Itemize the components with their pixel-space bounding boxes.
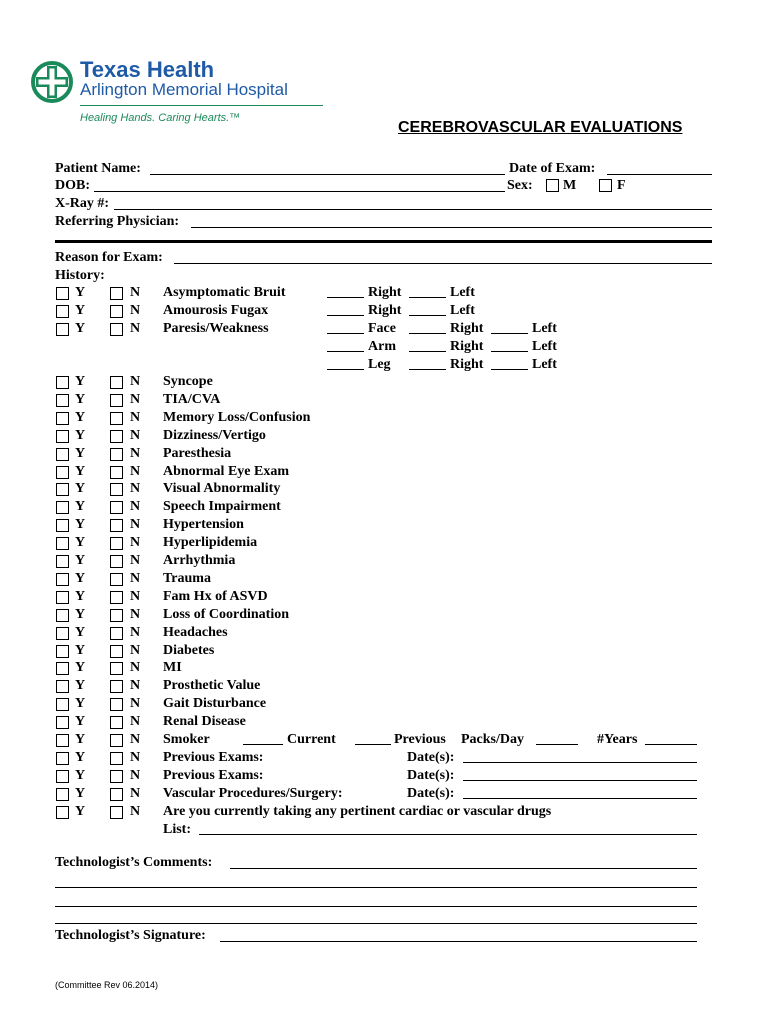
history-item-label: Headaches xyxy=(163,624,228,640)
no-checkbox[interactable] xyxy=(110,573,123,586)
texas-health-cross-icon xyxy=(30,60,74,104)
history-item-label: TIA/CVA xyxy=(163,391,221,407)
drugs-list-label: List: xyxy=(163,821,191,837)
no-checkbox[interactable] xyxy=(110,430,123,443)
yes-checkbox[interactable] xyxy=(56,323,69,336)
xray-field[interactable] xyxy=(114,209,712,210)
no-label: N xyxy=(130,302,141,318)
history-item-label: Amourosis Fugax xyxy=(163,302,269,318)
years-field[interactable] xyxy=(645,744,697,745)
yes-checkbox[interactable] xyxy=(56,716,69,729)
no-label: N xyxy=(130,624,141,640)
no-checkbox[interactable] xyxy=(110,716,123,729)
yes-label: Y xyxy=(75,481,86,497)
yes-checkbox[interactable] xyxy=(56,537,69,550)
no-label: N xyxy=(130,732,141,747)
yes-label: Y xyxy=(75,606,86,622)
no-label: N xyxy=(130,409,141,425)
yes-checkbox[interactable] xyxy=(56,448,69,461)
brand-subtitle: Arlington Memorial Hospital xyxy=(80,80,288,99)
dob-label: DOB: xyxy=(55,178,90,193)
previous-exams-label: Previous Exams: xyxy=(163,749,264,765)
detail-blank[interactable] xyxy=(409,333,446,334)
referring-physician-label: Referring Physician: xyxy=(55,214,180,229)
yes-label: Y xyxy=(75,285,86,300)
yes-label: Y xyxy=(75,749,86,765)
no-checkbox[interactable] xyxy=(110,287,123,300)
history-item-label: Visual Abnormality xyxy=(163,481,281,497)
yes-label: Y xyxy=(75,785,86,801)
history-item-label: Syncope xyxy=(163,374,213,389)
yes-label: Y xyxy=(75,714,86,730)
history-item-label: Diabetes xyxy=(163,642,215,658)
section-divider xyxy=(55,240,712,243)
yes-checkbox[interactable] xyxy=(56,287,69,300)
yes-checkbox[interactable] xyxy=(56,609,69,622)
detail-blank[interactable] xyxy=(491,351,528,352)
history-item-label: Hypertension xyxy=(163,517,244,533)
no-label: N xyxy=(130,749,141,765)
detail-label: Left xyxy=(532,356,557,372)
no-checkbox[interactable] xyxy=(110,412,123,425)
detail-label: Arm xyxy=(368,338,396,354)
no-label: N xyxy=(130,535,141,551)
history-item-label: MI xyxy=(163,660,182,676)
no-checkbox[interactable] xyxy=(110,770,123,783)
yes-label: Y xyxy=(75,678,86,694)
yes-label: Y xyxy=(75,570,86,586)
detail-label: Right xyxy=(450,338,484,354)
no-checkbox[interactable] xyxy=(110,466,123,479)
technologist-signature-label: Technologist’s Signature: xyxy=(55,928,206,943)
packs-per-day-field[interactable] xyxy=(536,744,578,745)
yes-checkbox[interactable] xyxy=(56,752,69,765)
xray-label: X-Ray #: xyxy=(55,196,110,211)
no-label: N xyxy=(130,570,141,586)
no-label: N xyxy=(130,606,141,622)
no-checkbox[interactable] xyxy=(110,448,123,461)
history-item-label: Asymptomatic Bruit xyxy=(163,285,286,300)
previous-exams-label: Previous Exams: xyxy=(163,767,264,783)
no-checkbox[interactable] xyxy=(110,806,123,819)
yes-checkbox[interactable] xyxy=(56,734,69,747)
detail-label: Left xyxy=(450,285,475,300)
yes-label: Y xyxy=(75,499,86,515)
yes-checkbox[interactable] xyxy=(56,662,69,675)
drugs-list-field[interactable] xyxy=(199,834,697,835)
no-checkbox[interactable] xyxy=(110,483,123,496)
dates-label: Date(s): xyxy=(407,767,455,783)
no-label: N xyxy=(130,499,141,515)
vascular-procedures-label: Vascular Procedures/Surgery: xyxy=(163,785,343,801)
no-checkbox[interactable] xyxy=(110,752,123,765)
technologist-comments-line-4[interactable] xyxy=(55,923,697,924)
date-of-exam-label: Date of Exam: xyxy=(509,161,596,176)
history-item-label: Fam Hx of ASVD xyxy=(163,588,268,604)
detail-blank[interactable] xyxy=(327,351,364,352)
packs-per-day-label: Packs/Day xyxy=(461,732,524,747)
no-checkbox[interactable] xyxy=(110,609,123,622)
yes-checkbox[interactable] xyxy=(56,555,69,568)
smoker-label: Smoker xyxy=(163,732,210,747)
no-checkbox[interactable] xyxy=(110,501,123,514)
yes-label: Y xyxy=(75,624,86,640)
history-item-label: Renal Disease xyxy=(163,714,246,730)
smoker-previous-label: Previous xyxy=(394,732,446,747)
history-item-label: Memory Loss/Confusion xyxy=(163,409,311,425)
detail-blank[interactable] xyxy=(327,369,364,370)
no-checkbox[interactable] xyxy=(110,680,123,693)
yes-checkbox[interactable] xyxy=(56,466,69,479)
yes-label: Y xyxy=(75,660,86,676)
yes-checkbox[interactable] xyxy=(56,788,69,801)
yes-checkbox[interactable] xyxy=(56,573,69,586)
history-item-label: Gait Disturbance xyxy=(163,696,267,712)
detail-label: Left xyxy=(450,302,475,318)
yes-checkbox[interactable] xyxy=(56,627,69,640)
reason-label: Reason for Exam: xyxy=(55,250,163,265)
no-checkbox[interactable] xyxy=(110,305,123,318)
detail-label: Left xyxy=(532,320,557,336)
patient-name-label: Patient Name: xyxy=(55,161,141,176)
sex-label: Sex: xyxy=(507,178,533,193)
yes-checkbox[interactable] xyxy=(56,645,69,658)
yes-checkbox[interactable] xyxy=(56,430,69,443)
history-item-label: Abnormal Eye Exam xyxy=(163,463,289,479)
no-checkbox[interactable] xyxy=(110,627,123,640)
yes-checkbox[interactable] xyxy=(56,770,69,783)
logo-divider xyxy=(80,105,323,106)
no-label: N xyxy=(130,445,141,461)
date-of-exam-field[interactable] xyxy=(607,174,712,175)
history-item-label: Dizziness/Vertigo xyxy=(163,427,266,443)
yes-checkbox[interactable] xyxy=(56,698,69,711)
page-title: CEREBROVASCULAR EVALUATIONS xyxy=(398,119,683,136)
detail-label: Right xyxy=(368,302,402,318)
no-label: N xyxy=(130,660,141,676)
detail-blank[interactable] xyxy=(327,315,364,316)
no-label: N xyxy=(130,427,141,443)
no-label: N xyxy=(130,642,141,658)
history-item-label: Loss of Coordination xyxy=(163,606,290,622)
no-label: N xyxy=(130,391,141,407)
detail-label: Right xyxy=(450,356,484,372)
yes-checkbox[interactable] xyxy=(56,806,69,819)
history-item-label: Paresis/Weakness xyxy=(163,320,269,336)
detail-label: Right xyxy=(450,320,484,336)
history-label: History: xyxy=(55,268,105,283)
detail-blank[interactable] xyxy=(409,351,446,352)
drugs-question: Are you currently taking any pertinent cardiac or vascular drugs xyxy=(163,803,552,819)
no-checkbox[interactable] xyxy=(110,698,123,711)
detail-label: Face xyxy=(368,320,396,336)
yes-label: Y xyxy=(75,517,86,533)
tagline: Healing Hands. Caring Hearts.™ xyxy=(80,112,241,124)
no-label: N xyxy=(130,463,141,479)
detail-blank[interactable] xyxy=(409,369,446,370)
detail-blank[interactable] xyxy=(327,297,364,298)
detail-label: Left xyxy=(532,338,557,354)
no-label: N xyxy=(130,767,141,783)
dates-field[interactable] xyxy=(463,762,697,763)
yes-checkbox[interactable] xyxy=(56,376,69,389)
dates-label: Date(s): xyxy=(407,785,455,801)
technologist-comments-line-3[interactable] xyxy=(55,906,697,907)
yes-label: Y xyxy=(75,320,86,336)
technologist-comments-field[interactable] xyxy=(230,868,697,869)
no-checkbox[interactable] xyxy=(110,323,123,336)
no-checkbox[interactable] xyxy=(110,788,123,801)
history-item-label: Speech Impairment xyxy=(163,499,281,515)
dates-field[interactable] xyxy=(463,798,697,799)
logo xyxy=(30,58,330,128)
yes-checkbox[interactable] xyxy=(56,394,69,407)
yes-label: Y xyxy=(75,427,86,443)
no-label: N xyxy=(130,374,141,389)
detail-blank[interactable] xyxy=(409,315,446,316)
no-label: N xyxy=(130,803,141,819)
no-label: N xyxy=(130,678,141,694)
sex-male-checkbox[interactable] xyxy=(546,179,559,192)
yes-label: Y xyxy=(75,696,86,712)
no-checkbox[interactable] xyxy=(110,376,123,389)
technologist-signature-field[interactable] xyxy=(220,941,697,942)
detail-blank[interactable] xyxy=(327,333,364,334)
yes-label: Y xyxy=(75,391,86,407)
dates-field[interactable] xyxy=(463,780,697,781)
smoker-current-label: Current xyxy=(287,732,336,747)
yes-label: Y xyxy=(75,374,86,389)
no-checkbox[interactable] xyxy=(110,662,123,675)
yes-checkbox[interactable] xyxy=(56,680,69,693)
yes-checkbox[interactable] xyxy=(56,519,69,532)
yes-label: Y xyxy=(75,732,86,747)
no-checkbox[interactable] xyxy=(110,394,123,407)
yes-label: Y xyxy=(75,535,86,551)
technologist-comments-label: Technologist’s Comments: xyxy=(55,855,213,870)
no-checkbox[interactable] xyxy=(110,555,123,568)
no-checkbox[interactable] xyxy=(110,537,123,550)
yes-label: Y xyxy=(75,553,86,568)
no-label: N xyxy=(130,481,141,497)
detail-label: Right xyxy=(368,285,402,300)
no-label: N xyxy=(130,588,141,604)
yes-label: Y xyxy=(75,642,86,658)
brand-name: Texas Health xyxy=(80,57,215,82)
yes-label: Y xyxy=(75,767,86,783)
detail-blank[interactable] xyxy=(491,369,528,370)
yes-checkbox[interactable] xyxy=(56,501,69,514)
yes-label: Y xyxy=(75,445,86,461)
smoker-previous-blank[interactable] xyxy=(355,744,391,745)
history-item-label: Arrhythmia xyxy=(163,553,236,568)
no-label: N xyxy=(130,553,141,568)
no-checkbox[interactable] xyxy=(110,734,123,747)
no-label: N xyxy=(130,285,141,300)
history-item-label: Trauma xyxy=(163,570,211,586)
yes-label: Y xyxy=(75,409,86,425)
yes-label: Y xyxy=(75,588,86,604)
history-item-label: Paresthesia xyxy=(163,445,232,461)
yes-checkbox[interactable] xyxy=(56,412,69,425)
yes-label: Y xyxy=(75,463,86,479)
detail-blank[interactable] xyxy=(409,297,446,298)
no-label: N xyxy=(130,517,141,533)
footer-revision: (Committee Rev 06.2014) xyxy=(55,980,159,990)
no-checkbox[interactable] xyxy=(110,519,123,532)
no-label: N xyxy=(130,320,141,336)
yes-checkbox[interactable] xyxy=(56,483,69,496)
patient-name-field[interactable] xyxy=(150,174,505,175)
sex-female-checkbox[interactable] xyxy=(599,179,612,192)
no-label: N xyxy=(130,696,141,712)
reason-field[interactable] xyxy=(174,263,712,264)
yes-checkbox[interactable] xyxy=(56,305,69,318)
detail-blank[interactable] xyxy=(491,333,528,334)
no-label: N xyxy=(130,785,141,801)
technologist-comments-line-2[interactable] xyxy=(55,887,697,888)
no-checkbox[interactable] xyxy=(110,591,123,604)
history-item-label: Hyperlipidemia xyxy=(163,535,258,551)
sex-female-label: F xyxy=(617,178,626,193)
referring-physician-field[interactable] xyxy=(191,227,712,228)
history-item-label: Prosthetic Value xyxy=(163,678,261,694)
sex-male-label: M xyxy=(563,178,577,193)
no-checkbox[interactable] xyxy=(110,645,123,658)
yes-label: Y xyxy=(75,302,86,318)
dob-field[interactable] xyxy=(94,191,505,192)
detail-label: Leg xyxy=(368,356,391,372)
years-label: #Years xyxy=(597,732,638,747)
yes-checkbox[interactable] xyxy=(56,591,69,604)
no-label: N xyxy=(130,714,141,730)
dates-label: Date(s): xyxy=(407,749,455,765)
smoker-current-blank[interactable] xyxy=(243,744,283,745)
yes-label: Y xyxy=(75,803,86,819)
